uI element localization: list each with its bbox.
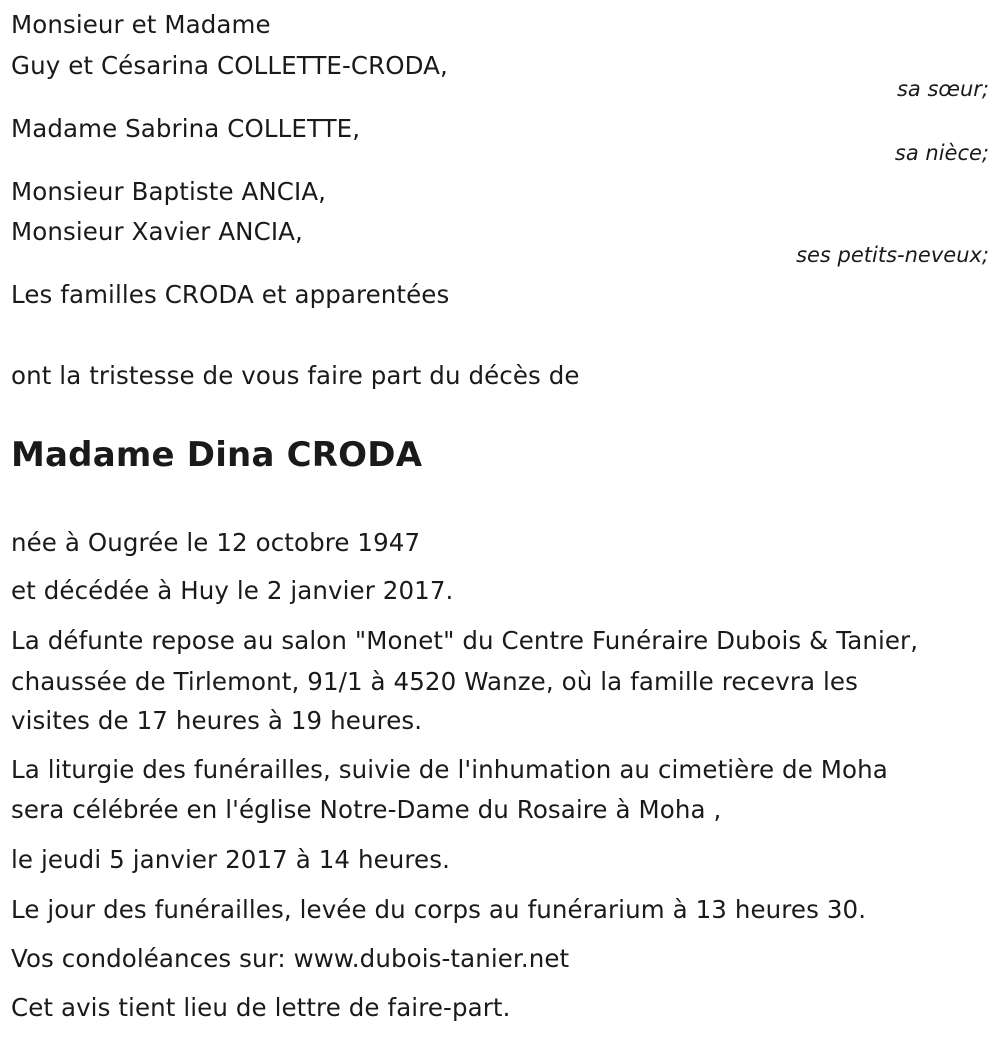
- announcer-line: Monsieur et Madame: [11, 10, 271, 39]
- visit-line: visites de 17 heures à 19 heures.: [11, 706, 423, 735]
- relation-label: sa sœur;: [896, 77, 989, 101]
- families-line: Les familles CRODA et apparentées: [11, 280, 450, 309]
- visit-line: chaussée de Tirlemont, 91/1 à 4520 Wanze, où la famille recevra les: [11, 667, 858, 696]
- announcement-line: ont la tristesse de vous faire part du décès de: [11, 361, 580, 390]
- announcer-line: Madame Sabrina COLLETTE,: [11, 114, 361, 143]
- closing-line: Cet avis tient lieu de lettre de faire-part.: [11, 993, 511, 1022]
- deceased-name: Madame Dina CRODA: [11, 435, 423, 475]
- relation-label: sa nièce;: [894, 141, 989, 165]
- funeral-date-line: le jeudi 5 janvier 2017 à 14 heures.: [11, 845, 450, 874]
- announcer-line: Monsieur Baptiste ANCIA,: [11, 177, 327, 206]
- departure-line: Le jour des funérailles, levée du corps au funérarium à 13 heures 30.: [11, 895, 867, 924]
- liturgy-line: sera célébrée en l'église Notre-Dame du Rosaire à Moha ,: [11, 795, 722, 824]
- birth-line: née à Ougrée le 12 octobre 1947: [11, 528, 421, 557]
- announcer-line: Guy et Césarina COLLETTE-CRODA,: [11, 51, 448, 80]
- death-line: et décédée à Huy le 2 janvier 2017.: [11, 576, 454, 605]
- condolences-line: Vos condoléances sur: www.dubois-tanier.net: [11, 944, 570, 973]
- announcer-line: Monsieur Xavier ANCIA,: [11, 217, 303, 246]
- relation-label: ses petits-neveux;: [796, 243, 989, 267]
- visit-line: La défunte repose au salon "Monet" du Centre Funéraire Dubois & Tanier,: [11, 626, 919, 655]
- liturgy-line: La liturgie des funérailles, suivie de l'inhumation au cimetière de Moha: [11, 755, 888, 784]
